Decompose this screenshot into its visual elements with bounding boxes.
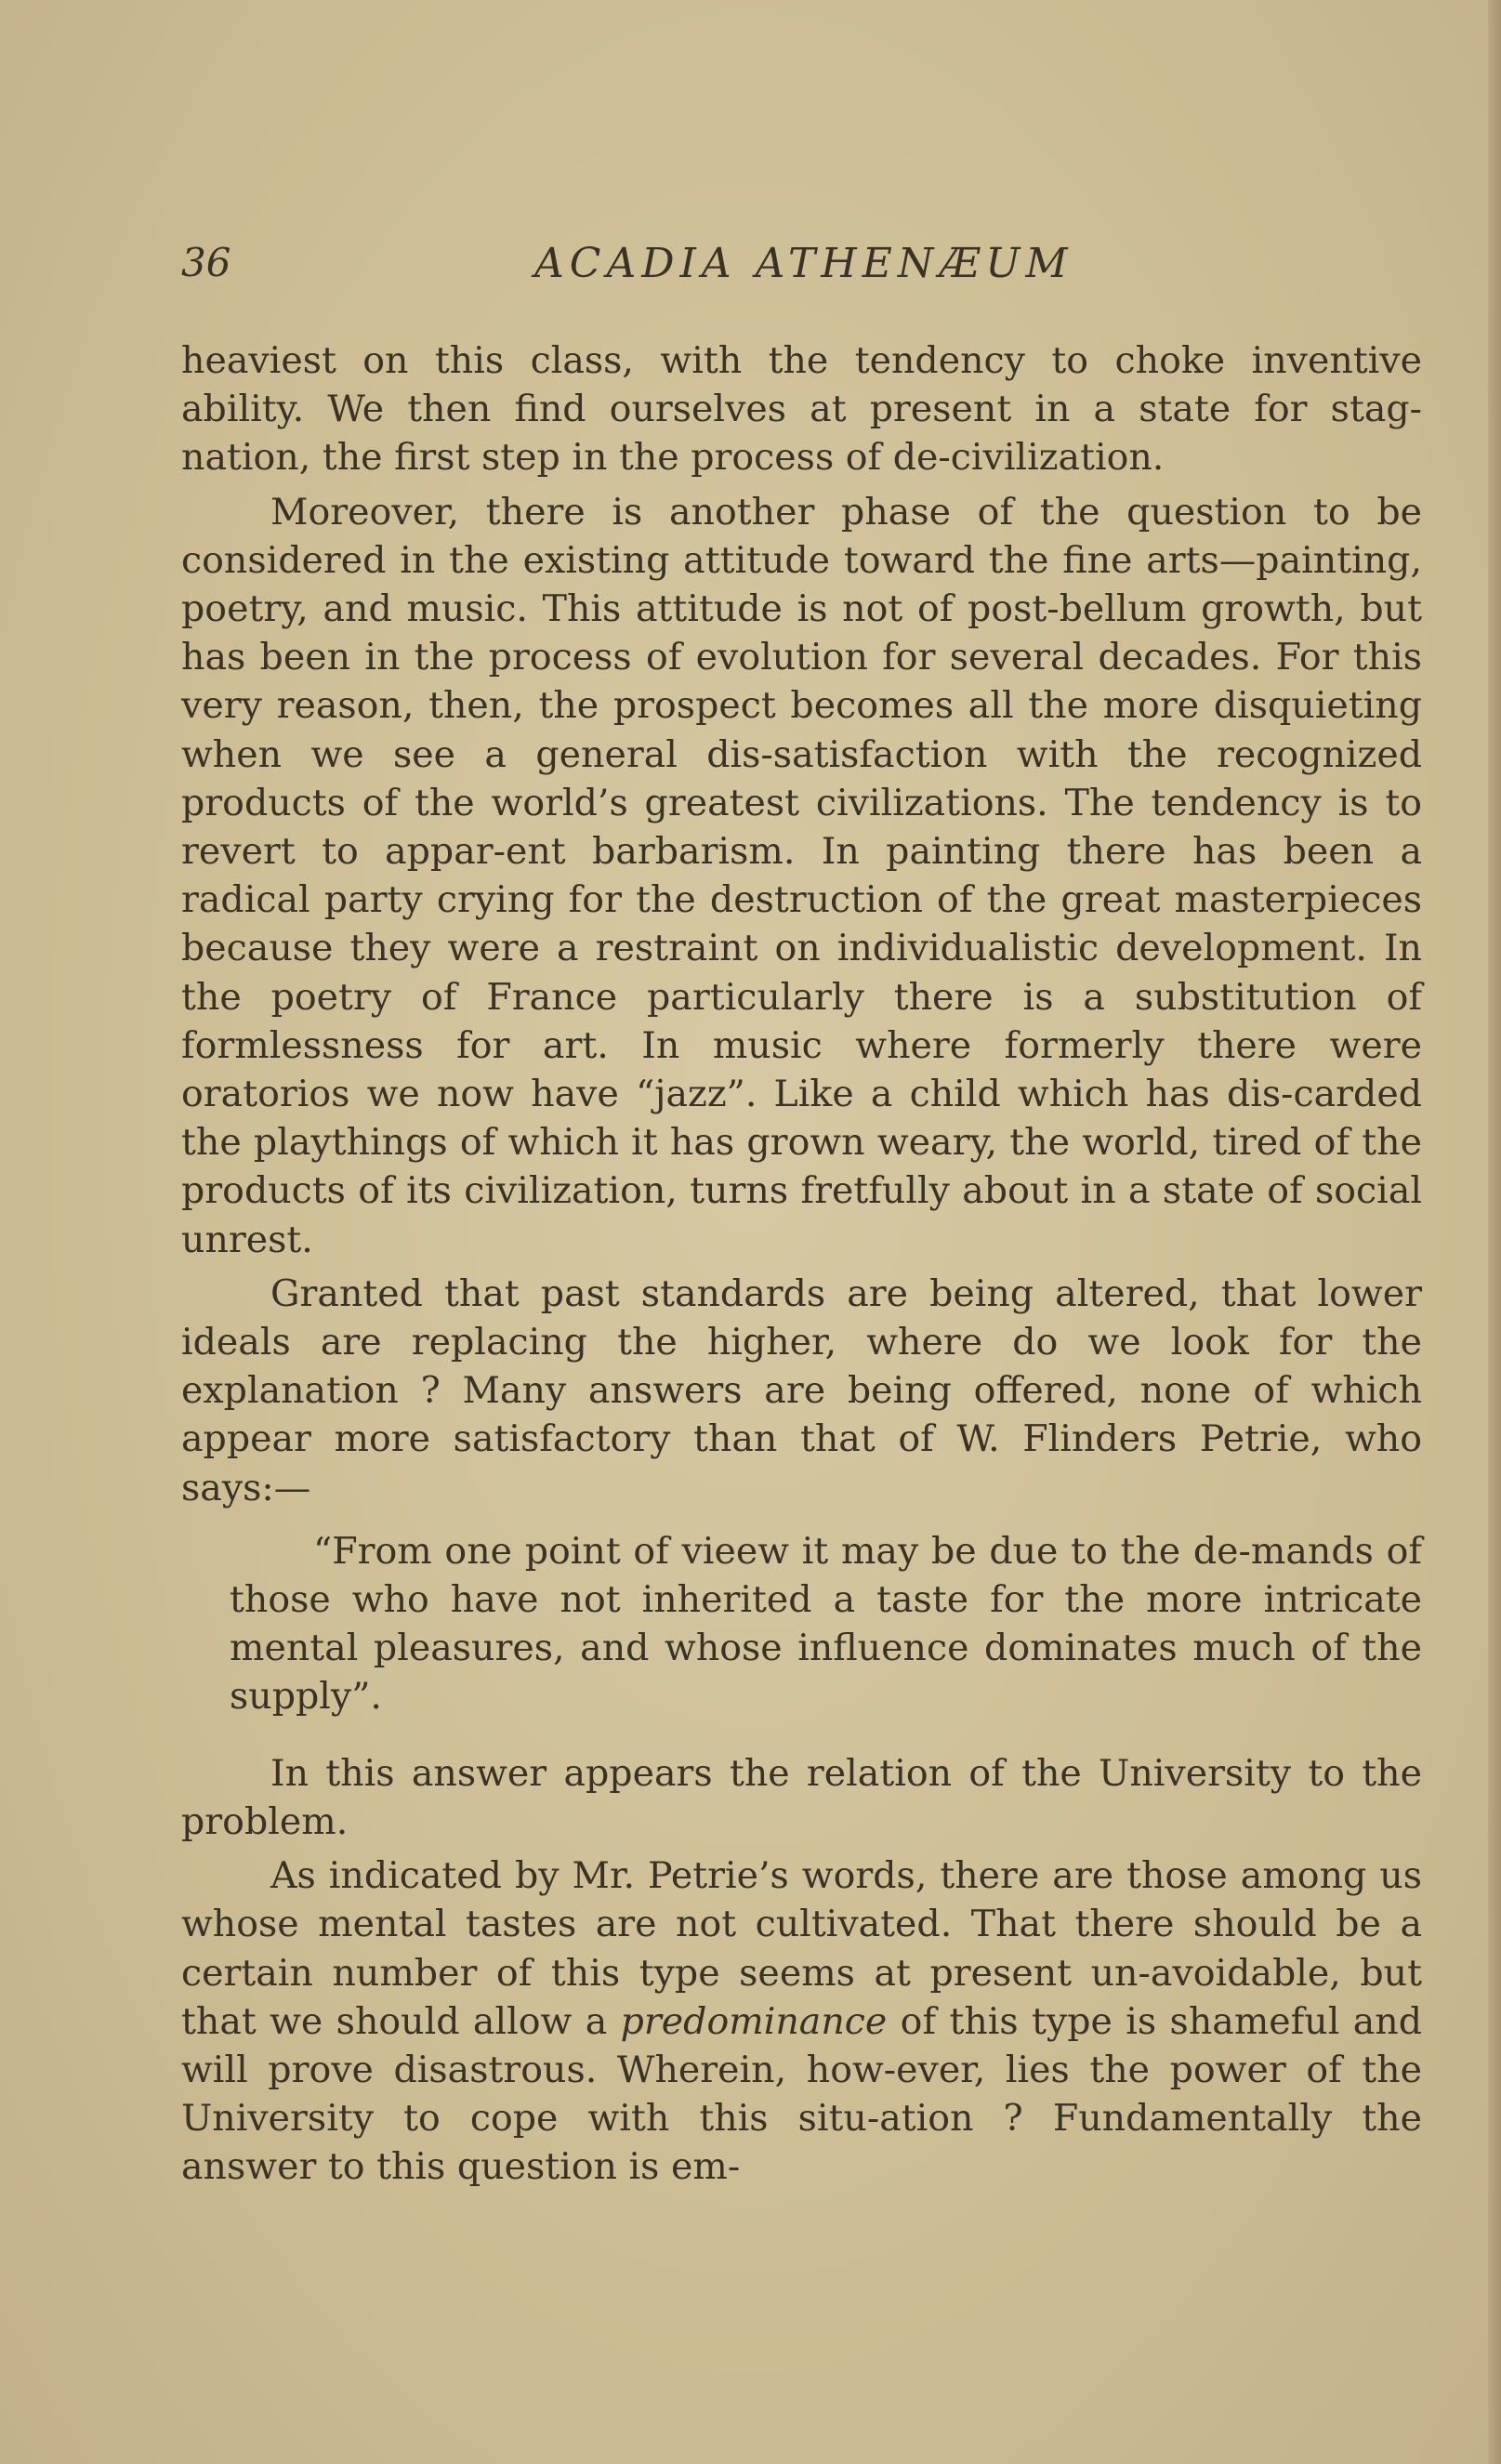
paragraph xyxy=(181,1851,1422,2191)
running-title: ACADIA ATHENÆUM xyxy=(534,240,1073,287)
paragraph-text: of this type is shameful and will prove disastrous. Wherein, how-ever, lies the power of the University to cope with this situ-ation ? Fundamentally the answer to this question is em- xyxy=(181,1999,1422,2189)
block-quote: “From one point of vieew it may be due to the de-mands of those who have not inherited a taste for the more intricate mental pleasures, and whose influence dominates much of the supply”. xyxy=(230,1529,1422,1719)
paragraph: heaviest on this class, with the tendency to choke inventive ability. We then find ourselves at present in a state for stag-nation, the first step in the process of de-civilization. xyxy=(181,339,1422,480)
emphasized-word: predominance xyxy=(620,1999,888,2043)
paragraph: Granted that past standards are being altered, that lower ideals are replacing the higher, where do we look for the explanation ? Many answers are being offered, none of which appear more satisfactory than that of W. Flinders Petrie, who says:— xyxy=(181,1272,1422,1509)
page-header xyxy=(181,240,1422,299)
paragraph: Moreover, there is another phase of the question to be considered in the existing attitude toward the fine arts—painting, poetry, and music. This attitude is not of post-bellum growth, but has been in the process of evolution for several decades. For this very reason, then, the prospect becomes all the more disquieting when we see a general dis-satisfaction with the recognized products of the world’s greatest civilizations. The tendency is to revert to appar-ent barbarism. In painting there has been a radical party crying for the destruction of the great masterpieces because they were a restraint on individualistic development. In the poetry of France particularly there is a substitution of formlessness for art. In music where formerly there were oratorios we now have “jazz”. Like a child which has dis-carded the playthings of which it has grown weary, the world, tired of the products of its civilization, turns fretfully about in a state of social unrest. xyxy=(181,490,1422,1261)
paragraph-text: As indicated by Mr. Petrie’s words, there are those among us whose mental tastes are not cultivated. That there should be a certain number of this type seems at present un-avoidable, but that we should allow a xyxy=(181,1854,1422,2043)
page-edge xyxy=(1488,0,1501,2464)
page-number: 36 xyxy=(181,240,231,285)
paragraph: In this answer appears the relation of the University to the problem. xyxy=(181,1751,1422,1843)
body-text xyxy=(181,336,1422,2192)
